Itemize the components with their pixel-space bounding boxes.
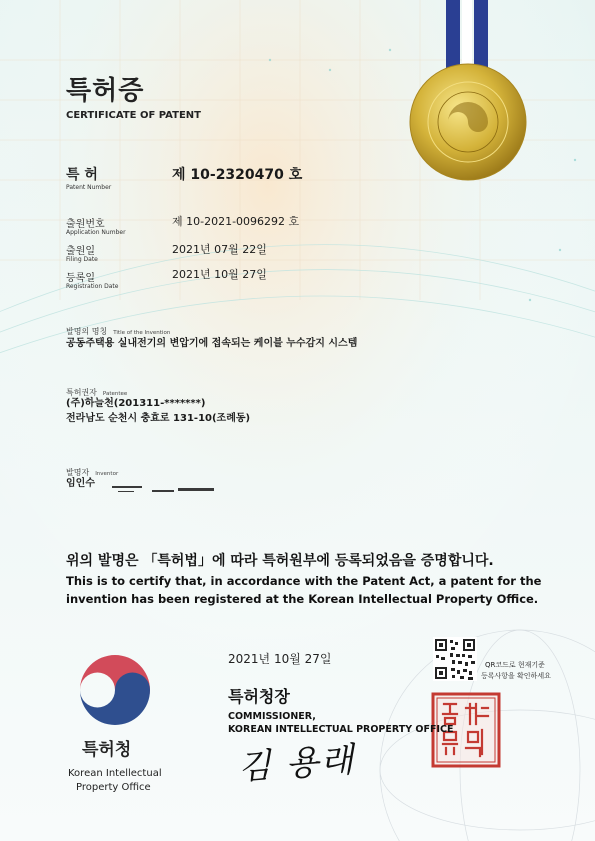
qr-instruction-line2: 등록사항을 확인하세요	[481, 672, 551, 680]
certificate-title-en: CERTIFICATE OF PATENT	[66, 110, 201, 121]
application-label-en: Application Number	[66, 229, 126, 236]
office-name-ko: 특허청	[82, 740, 132, 760]
patent-label-en: Patent Number	[66, 184, 112, 191]
filing-label-en: Filing Date	[66, 256, 98, 263]
registration-label-en: Registration Date	[66, 283, 119, 290]
qr-code-icon	[433, 637, 477, 681]
patent-number: 제 10-2320470 호	[172, 167, 303, 183]
issue-date: 2021년 10월 27일	[228, 652, 332, 666]
registration-label-ko: 등록일	[66, 273, 95, 284]
patentee-label-ko: 특허권자	[66, 388, 97, 397]
patent-label-ko: 특 허	[66, 167, 98, 183]
commissioner-title-ko: 특허청장	[228, 687, 290, 706]
office-name-en2: Property Office	[76, 782, 151, 793]
application-number: 제 10-2021-0096292 호	[172, 215, 300, 228]
filing-label-ko: 출원일	[66, 246, 95, 257]
registration-date: 2021년 10월 27일	[172, 268, 267, 281]
application-label-ko: 출원번호	[66, 219, 105, 230]
commissioner-title-en1: COMMISSIONER,	[228, 711, 316, 722]
redaction-mark	[152, 490, 174, 492]
patentee-label-en: Patentee	[102, 391, 128, 397]
certification-en-line2: invention has been registered at the Korean Intellectual Property Office.	[66, 592, 539, 606]
qr-instruction-line1: QR코드로 현재기준	[485, 661, 545, 669]
office-name-en1: Korean Intellectual	[68, 768, 162, 779]
redaction-mark	[178, 488, 214, 491]
certification-ko: 위의 발명은 「특허법」에 따라 특허원부에 등록되었음을 증명합니다.	[66, 553, 494, 569]
redaction-mark	[112, 486, 142, 488]
gold-seal-icon	[410, 64, 526, 180]
patentee-address: 전라남도 순천시 충효로 131-10(조례동)	[66, 413, 251, 424]
commissioner-signature: 김 용래	[236, 739, 357, 788]
patentee-name: (주)하늘천(201311-*******)	[66, 398, 206, 409]
filing-date: 2021년 07월 22일	[172, 243, 267, 256]
inventor-name: 임인수	[66, 478, 95, 489]
invention-label-ko: 발명의 명칭	[66, 327, 108, 336]
certification-en-line1: This is to certify that, in accordance with the Patent Act, a patent for the	[66, 574, 542, 588]
certificate-title-ko: 특허증	[66, 76, 145, 106]
invention-title: 공동주택용 실내전기의 변압기에 접속되는 케이블 누수감지 시스템	[66, 338, 358, 349]
invention-label-en: Title of the Invention	[113, 330, 171, 336]
inventor-label-ko: 발명자	[66, 468, 90, 477]
inventor-label-en: Inventor	[95, 471, 119, 477]
redaction-mark	[118, 491, 134, 492]
commissioner-title-en2: KOREAN INTELLECTUAL PROPERTY OFFICE	[228, 724, 454, 735]
